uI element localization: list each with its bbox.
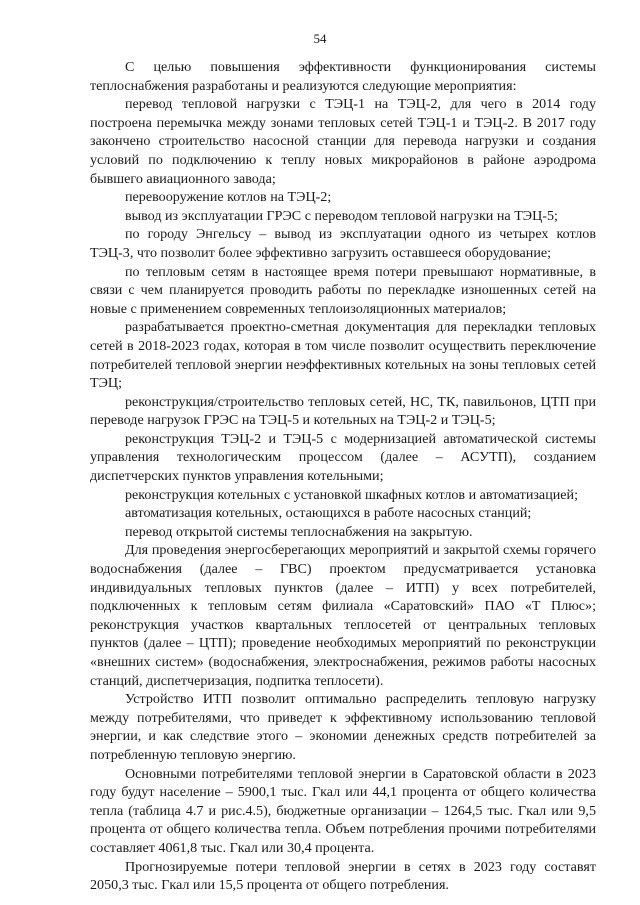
paragraph-measure-boiler-houses: реконструкция котельных с установкой шкафных котлов и автоматизацией; (125, 486, 578, 503)
paragraph-measure-tec1-to-tec2: перевод тепловой нагрузки с ТЭЦ-1 на ТЭЦ-2, для чего в 2014 году построена перемычка между зонами тепловых сетей ТЭЦ-1 и ТЭЦ-2. В 2017 году закончено строительство насосной станции для перевода нагрузки и создания условий по подключению к теплу новых микрорайонов в районе аэродрома бывшего авиационного завода; (90, 96, 596, 187)
paragraph-measure-design-docs: разрабатывается проектно-сметная документация для перекладки тепловых сетей в 2018-2023 годах, которая в том числе позволит осуществить переключение потребителей тепловой энергии неэффективных котельных на зоны тепловых сетей ТЭЦ; (90, 319, 596, 392)
paragraph-consumers: Основными потребителями тепловой энергии в Саратовской области в 2023 году будут население – 5900,1 тыс. Гкал или 44,1 процента от общего количества тепла (таблица 4.7 и рис.4.5), бюджетные организации – 1264,5 тыс. Гкал или 9,5 процента от общего количества тепла. Объем потребления прочими потребителями составляет 4061,8 тыс. Гкал или 30,4 процента. (90, 765, 596, 856)
paragraph-measure-closed-system: перевод открытой системы теплоснабжения на закрытую. (125, 523, 473, 540)
paragraph-measure-engels: по городу Энгельсу – вывод из эксплуатации одного из четырех котлов ТЭЦ-3, что позволит более эффективно загрузить оставшееся оборудование; (90, 226, 596, 261)
paragraph-measure-automation: автоматизация котельных, остающихся в работе насосных станций; (125, 505, 532, 522)
paragraph-measure-gres-decommission: вывод из эксплуатации ГРЭС с переводом тепловой нагрузки на ТЭЦ-5; (125, 207, 558, 224)
paragraph-energy-saving: Для проведения энергосберегающих мероприятий и закрытой схемы горячего водоснабжения (далее – ГВС) проектом предусматривается установка индивидуальных тепловых пунктов (далее – ИТП) у всех потребителей, подключенных к тепловым сетям филиала «Саратовский» ПАО «Т Плюс»; реконструкция участков квартальных теплосетей от центральных тепловых пунктов (далее – ЦТП); проведение необходимых мероприятий по реконструкции «внешних систем» (водоснабжения, электроснабжения, режимов работы насосных станций, диспетчеризация, подпитка теплосети). (90, 542, 596, 689)
paragraph-measure-network-reconstruction: реконструкция/строительство тепловых сетей, НС, ТК, павильонов, ЦТП при переводе нагрузок ГРЭС на ТЭЦ-5 и котельных на ТЭЦ-2 и ТЭЦ-5; (90, 393, 596, 429)
paragraph-intro: С целью повышения эффективности функционирования системы теплоснабжения разработаны и реализуются следующие мероприятия: (90, 59, 596, 94)
paragraph-measure-heat-losses: по тепловым сетям в настоящее время потери превышают нормативные, в связи с чем планируется проводить работы по перекладке изношенных сетей на новые с применением современных теплоизоляционных материалов; (90, 263, 596, 317)
paragraph-measure-asutp: реконструкция ТЭЦ-2 и ТЭЦ-5 с модернизацией автоматической системы управления технологическим процессом (далее – АСУТП), созданием диспетчерских пунктов управления котельными; (90, 430, 596, 485)
paragraph-measure-boiler-rearm: перевооружение котлов на ТЭЦ-2; (125, 189, 332, 206)
page-number: 54 (313, 31, 327, 46)
paragraph-itp: Устройство ИТП позволит оптимально распределить тепловую нагрузку между потребителями, что приведет к эффективному использованию тепловой энергии, и как следствие этого – экономии денежных средств потребителей за потребленную тепловую энергию. (90, 691, 596, 763)
document-body (90, 58, 596, 895)
paragraph-losses-forecast: Прогнозируемые потери тепловой энергии в сетях в 2023 году составят 2050,3 тыс. Гкал или 15,5 процента от общего потребления. (90, 858, 596, 894)
